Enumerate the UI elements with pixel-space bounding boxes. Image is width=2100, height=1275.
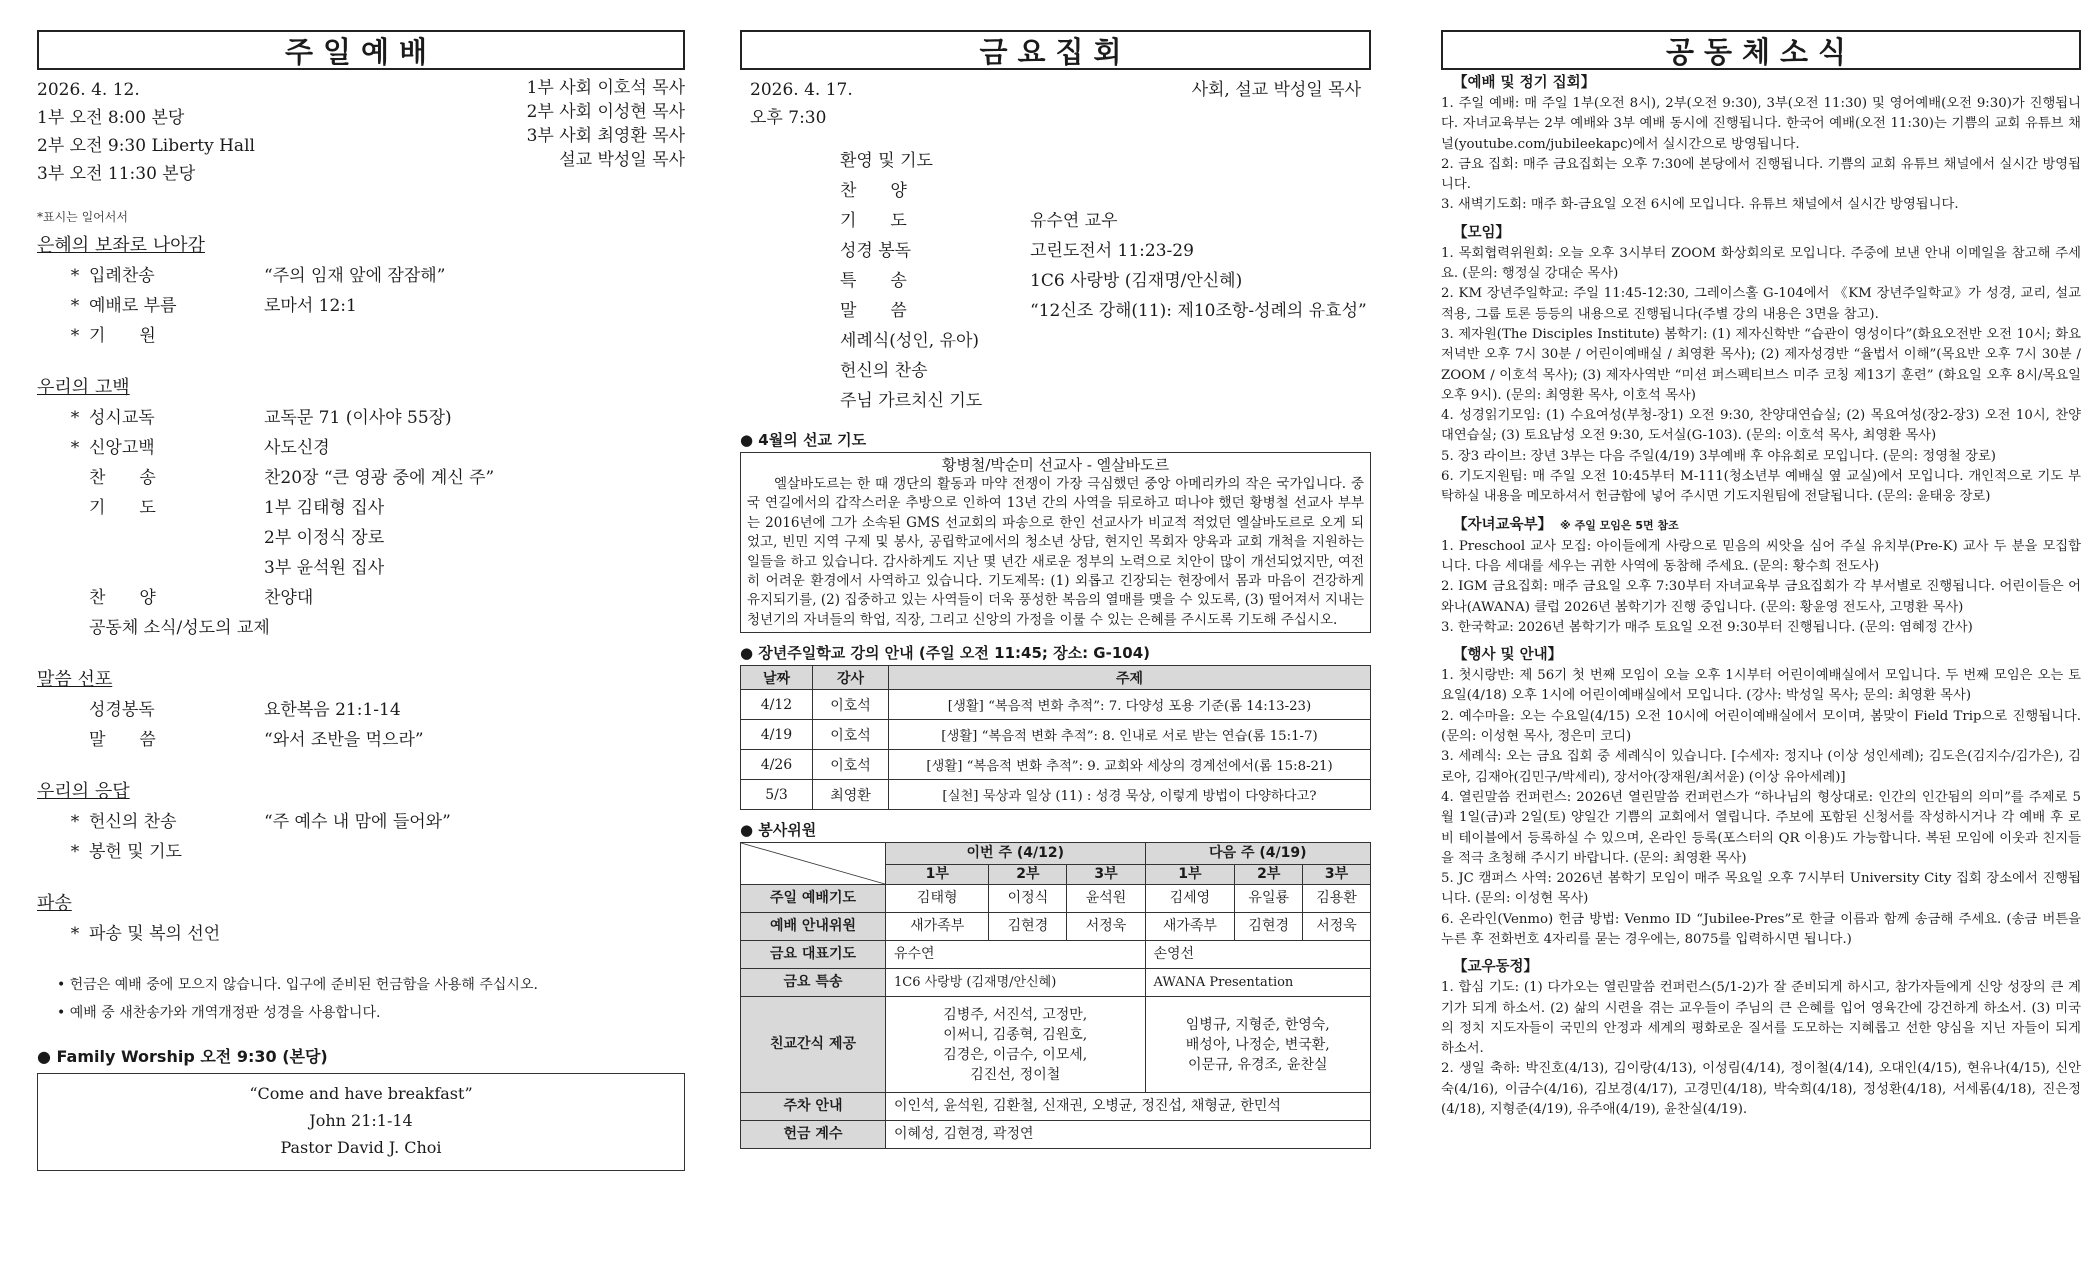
order-item xyxy=(840,296,1371,326)
standing-mark: * xyxy=(70,266,80,286)
this-week-header: 이번 주 (4/12) xyxy=(886,843,1146,865)
part-header: 1부 xyxy=(1145,865,1235,885)
notice-heading-text: 【교우동정】 xyxy=(1453,959,1539,976)
sunday-worship-column xyxy=(37,30,685,1171)
order-item xyxy=(840,236,1371,266)
friday-header xyxy=(740,76,1371,132)
order-item-value: 교독문 71 (이사야 55장) xyxy=(264,408,452,428)
order-item xyxy=(840,176,1371,206)
notice-item: 1. 주일 예배: 매 주일 1부(오전 8시), 2부(오전 9:30), 3부(오전 11:30) 및 영어예배(오전 9:30)가 진행됩니다. 자녀교육부는 2부 예배와 3부 예배 동시에 진행됩니다. 한국어 예배(오전 11:30)는 기쁨의 교회 유튜브 채널(youtube.com/jubileekapc)에서 실시간으로 방영됩니다. xyxy=(1441,96,2081,152)
notice-item: 5. JC 캠퍼스 사역: 2026년 봄학기 모임이 매주 목요일 오후 7시부터 University City 집회 장소에서 진행됩니다. (문의: 이성현 목사) xyxy=(1441,871,2081,907)
volunteers-table xyxy=(740,842,1371,1149)
row-label: 헌금 계수 xyxy=(741,1121,886,1149)
order-item-label: 헌신의 찬송 xyxy=(840,361,928,381)
sunday-header xyxy=(37,76,685,188)
notice-item: 3. 새벽기도회: 매주 화-금요일 오전 6시에 모입니다. 유튜브 채널에서 실시간 방영됩니다. xyxy=(1441,197,1959,213)
order-item-value: “주의 임재 앞에 잠잠해” xyxy=(264,266,446,286)
volunteer-cell: 김현경 xyxy=(989,913,1067,941)
notice-item: 4. 성경읽기모임: (1) 수요여성(부청-장1) 오전 9:30, 찬양대연습실; (2) 목요여성(장2-장3) 오전 10시, 찬양대연습실; (3) 토요남성 오전 9:30, 도서실(G-103). (문의: 이호석 목사, 최영환 목사) xyxy=(1441,408,2081,444)
sunday-leaders xyxy=(527,76,685,188)
notice-item: 1. Preschool 교사 모집: 아이들에게 사랑으로 믿음의 씨앗을 심어 주실 유치부(Pre-K) 교사 두 분을 모집합니다. 다음 세대를 세우는 귀한 사역에 동참해 주세요. (문의: 황수희 전도사) xyxy=(1441,538,2081,574)
notice-item: 1. 합심 기도: (1) 다가오는 열린말씀 컨퍼런스(5/1-2)가 잘 준비되게 하시고, 참가자들에게 신앙 성장의 큰 계기가 되게 하소서. (2) 삶의 시련을 겪는 교우들이 주님의 큰 은혜를 입어 영육간에 강건하게 하소서. (3) 미국의 정치 지도자들이 국민의 안정과 세계의 평화로운 질서를 도모하는 지혜롭고 선한 양심을 지닌 자들이 되게 하소서. xyxy=(1441,980,2081,1057)
standing-mark xyxy=(37,553,89,583)
order-item-value xyxy=(270,613,685,643)
volunteer-cell: 김태형 xyxy=(886,885,989,913)
friday-gathering-column xyxy=(740,30,1371,1149)
notice-item: 1. 목회협력위원회: 오늘 오후 3시부터 ZOOM 화상회의로 모입니다. 주중에 보낸 안내 이메일을 참고해 주세요. (문의: 행정실 강대순 목사) xyxy=(1441,245,2081,282)
section-heading: 파송 xyxy=(37,893,72,914)
leader-line: 1부 사회 이호석 목사 xyxy=(526,78,685,98)
mission-heading: ● 4월의 선교 기도 xyxy=(740,431,867,449)
order-item-label: 말 씀 xyxy=(89,730,156,750)
friday-time: 오후 7:30 xyxy=(750,108,827,128)
notice-item: 1. 첫시랑반: 제 56기 첫 번째 모임이 오늘 오후 1시부터 어린이예배실에서 모입니다. 두 번째 모임은 오는 토요일(4/18) 오후 1시에 어린이예배실에서 모입니다. (강사: 박성일 목사; 문의: 최영환 목사) xyxy=(1441,668,2081,704)
order-item-label: 찬 양 xyxy=(89,588,156,608)
order-item-value: 찬양대 xyxy=(264,588,314,608)
standing-mark: * xyxy=(70,296,80,316)
order-item-label: 환영 및 기도 xyxy=(840,151,933,171)
order-item-value xyxy=(1030,176,1371,206)
notice-section xyxy=(1441,222,2081,508)
order-item-label: 세례식(성인, 유아) xyxy=(840,331,980,351)
standing-mark xyxy=(37,725,89,755)
friday-special-row xyxy=(741,969,1371,997)
lecture-cell: [생활] “복음적 변화 추적”: 7. 다양성 포용 기준(롬 14:13-23) xyxy=(889,690,1371,720)
note-bullet: • 헌금은 예배 중에 모으지 않습니다. 입구에 준비된 헌금함을 사용해 주십시오. xyxy=(57,977,538,993)
row-label: 금요 대표기도 xyxy=(741,941,886,969)
order-item xyxy=(37,613,685,643)
order-item-label xyxy=(89,553,264,583)
service-time: 1부 오전 8:00 본당 xyxy=(37,108,185,128)
order-item xyxy=(840,326,1371,356)
lecture-row xyxy=(741,780,1371,810)
lecture-cell: [생활] “복음적 변화 추적”: 9. 교회와 세상의 경계선에서(롬 15:8-21) xyxy=(889,750,1371,780)
order-item-value: “와서 조반을 먹으라” xyxy=(264,730,424,750)
order-item-label: 기 도 xyxy=(89,498,156,518)
order-item xyxy=(840,206,1371,236)
volunteer-cell: 1C6 사랑방 (김재명/안신혜) xyxy=(886,969,1146,997)
snacks-row xyxy=(741,997,1371,1093)
volunteer-cell: 서정욱 xyxy=(1067,913,1145,941)
order-item xyxy=(37,321,685,351)
order-item-label: 헌신의 찬송 xyxy=(89,812,177,832)
lecture-cell: 4/12 xyxy=(741,690,813,720)
order-item-value xyxy=(1030,146,1371,176)
order-item-label: 말 씀 xyxy=(840,301,907,321)
notice-item: 3. 한국학교: 2026년 봄학기가 매주 토요일 오전 9:30부터 진행됩니다. (문의: 염혜정 간사) xyxy=(1441,619,1973,635)
order-item xyxy=(840,266,1371,296)
note-bullet: • 예배 중 새찬송가와 개역개정판 성경을 사용합니다. xyxy=(57,1005,381,1021)
row-label: 주일 예배기도 xyxy=(741,885,886,913)
order-item xyxy=(37,291,685,321)
order-item xyxy=(37,695,685,725)
order-item-value xyxy=(264,837,685,867)
lecture-cell: 이호석 xyxy=(813,690,889,720)
notice-section xyxy=(1441,956,2081,1120)
order-item xyxy=(37,493,685,523)
lecture-row xyxy=(741,690,1371,720)
standing-mark: * xyxy=(70,924,80,944)
order-item-label: 주님 가르치신 기도 xyxy=(840,391,983,411)
order-item-value xyxy=(264,321,685,351)
part-header: 3부 xyxy=(1067,865,1145,885)
notice-item: 2. 금요 집회: 매주 금요집회는 오후 7:30에 본당에서 진행됩니다. 기쁨의 교회 유튜브 채널에서 실시간 방영됩니다. xyxy=(1441,156,2081,193)
section-heading: 말씀 선포 xyxy=(37,669,113,690)
order-item-label: 성시교독 xyxy=(89,408,155,428)
lecture-cell: 4/26 xyxy=(741,750,813,780)
notice-item: 2. IGM 금요집회: 매주 금요일 오후 7:30부터 자녀교육부 금요집회가 각 부서별로 진행됩니다. 어린이들은 어와나(AWANA) 클럽 2026년 봄학기가 진행 중입니다. (문의: 황윤영 전도사, 고명환 목사) xyxy=(1441,579,2081,615)
order-item xyxy=(37,837,685,867)
notice-heading-text: 【예배 및 정기 집회】 xyxy=(1453,75,1596,91)
order-item-label xyxy=(89,523,264,553)
volunteer-cell: 임병규, 지형준, 한영숙, 배성아, 나정순, 변국환, 이문규, 유경조, 윤찬실 xyxy=(1145,997,1371,1093)
standing-note: *표시는 일어서서 xyxy=(37,210,128,224)
friday-date: 2026. 4. 17. xyxy=(750,80,853,100)
family-worship-line: Pastor David J. Choi xyxy=(280,1138,442,1157)
lecture-cell: 4/19 xyxy=(741,720,813,750)
standing-mark: * xyxy=(70,842,80,862)
order-item-label: 특 송 xyxy=(840,271,907,291)
part-header: 2부 xyxy=(1235,865,1303,885)
order-item xyxy=(37,523,685,553)
lecture-table xyxy=(740,665,1371,810)
order-item xyxy=(37,261,685,291)
part-header: 2부 xyxy=(989,865,1067,885)
order-item xyxy=(840,356,1371,386)
lecture-cell: 5/3 xyxy=(741,780,813,810)
standing-mark xyxy=(37,583,89,613)
lecture-cell: [생활] “복음적 변화 추적”: 8. 인내로 서로 받는 연습(롬 15:1-7) xyxy=(889,720,1371,750)
friday-title: 금요집회 xyxy=(740,30,1371,70)
sunday-worship-title: 주일예배 xyxy=(37,30,685,70)
community-news-column xyxy=(1441,30,2081,1120)
section-heading: 은혜의 보좌로 나아감 xyxy=(37,235,205,256)
order-item-label: 찬 송 xyxy=(89,468,156,488)
notice-heading-text: 【자녀교육부】 xyxy=(1453,516,1553,533)
lecture-row xyxy=(741,750,1371,780)
order-item-value xyxy=(1030,326,1371,356)
lecture-header: 주제 xyxy=(889,666,1371,690)
order-item-label: 찬 양 xyxy=(840,181,907,201)
volunteer-cell: 서정욱 xyxy=(1303,913,1371,941)
standing-mark xyxy=(37,523,89,553)
order-item xyxy=(37,919,685,949)
service-time: 3부 오전 11:30 본당 xyxy=(37,164,196,184)
volunteer-cell: 이혜성, 김현경, 곽정연 xyxy=(886,1121,1371,1149)
standing-mark: * xyxy=(70,438,80,458)
order-item-value: 로마서 12:1 xyxy=(264,296,357,316)
standing-mark xyxy=(37,463,89,493)
notice-heading xyxy=(1441,514,2081,537)
family-worship-box xyxy=(37,1073,685,1171)
notice-section xyxy=(1441,514,2081,638)
notice-item: 6. 기도지원팀: 매 주일 오전 10:45부터 M-111(청소년부 예배실 옆 교실)에서 모입니다. 개인적으로 기도 부탁하실 내용을 메모하셔서 헌금함에 넣어 주시면 기도지원팀에 전달됩니다. (문의: 윤태웅 장로) xyxy=(1441,469,2081,505)
notice-heading-note: ※ 주일 모임은 5면 참조 xyxy=(1560,518,1679,532)
order-item-label: 성경 봉독 xyxy=(840,241,912,261)
order-item xyxy=(37,433,685,463)
order-item-value: 찬20장 “큰 영광 중에 계신 주” xyxy=(264,468,495,488)
order-item xyxy=(37,583,685,613)
notice-item: 4. 열린말씀 컨퍼런스: 2026년 열린말씀 컨퍼런스가 “하나님의 형상대로: 인간의 인간됨의 의미”를 주제로 5월 1일(금)과 2일(토) 양일간 기쁨의 교회에서 열립니다. 주보에 포함된 신청서를 작성하시거나 각 예배 후 로비 테이블에서 등록하실 수 있으며, 온라인 등록(포스터의 QR 이용)도 가능합니다. 복된 모임에 이웃과 친지들을 적극 초청해 주시기 바랍니다. (문의: 최영환 목사) xyxy=(1441,789,2081,866)
lecture-header: 강사 xyxy=(813,666,889,690)
standing-mark xyxy=(37,695,89,725)
leader-line: 2부 사회 이성현 목사 xyxy=(526,102,685,122)
community-news-title: 공동체소식 xyxy=(1441,30,2081,70)
row-label: 주차 안내 xyxy=(741,1093,886,1121)
volunteer-cell: 김병주, 서진석, 고정만, 이써니, 김종혁, 김원호, 김경은, 이금수, 이모세, 김진선, 정이철 xyxy=(886,997,1146,1093)
diagonal-corner xyxy=(741,843,886,885)
mission-body: 엘살바도르는 한 때 갱단의 활동과 마약 전쟁이 가장 극심했던 중앙 아메리카의 작은 국가입니다. 중국 연길에서의 갑작스러운 추방으로 인하여 13년 간의 사역을 뒤로하고 떠나야 했던 황병철 선교사 부부는 2016년에 그가 소속된 GMS 선교회의 파송으로 한인 선교사가 비교적 적었던 엘살바도르로 오게 되었고, 빈민 지역 구제 및 봉사, 공립학교에서의 청소년 상담, 현지인 목회자 양육과 교회 개척을 지원하는 일들을 하고 있습니다. 감사하게도 지난 몇 년간 새로운 정부의 노력으로 치안이 많이 개선되었지만, 여전히 어려운 환경에서 사역하고 있습니다. 기도제목: (1) 외롭고 긴장되는 현장에서 몸과 마음이 건강하게 유지되기를, (2) 집중하고 있는 사역들이 더욱 풍성한 복음의 열매를 맺을 수 있도록, (3) 떨어져서 지내는 청년기의 자녀들의 학업, 직장, 그리고 신앙의 가정을 이룰 수 있는 은혜를 주시도록 기도해 주십시오. xyxy=(747,476,1364,628)
order-item-label: 공동체 소식/성도의 교제 xyxy=(89,618,270,638)
notice-section xyxy=(1441,644,2081,950)
volunteer-cell: 유수연 xyxy=(886,941,1146,969)
order-item-value: 고린도전서 11:23-29 xyxy=(1030,241,1194,261)
offering-row xyxy=(741,1121,1371,1149)
order-item-value: “주 예수 내 맘에 들어와” xyxy=(264,812,451,832)
order-item-value: “12신조 강해(11): 제10조항-성례의 유효성” xyxy=(1030,301,1367,321)
notice-heading xyxy=(1441,956,2081,978)
order-item-label: 기 원 xyxy=(89,326,156,346)
standing-mark xyxy=(37,613,89,643)
order-item-value: 1부 김태형 집사 xyxy=(264,498,385,518)
section-heading: 우리의 고백 xyxy=(37,377,130,398)
lecture-cell: 최영환 xyxy=(813,780,889,810)
volunteer-cell: 이정식 xyxy=(989,885,1067,913)
standing-mark: * xyxy=(70,812,80,832)
standing-mark: * xyxy=(70,408,80,428)
sunday-date: 2026. 4. 12. xyxy=(37,80,140,100)
volunteer-cell: 윤석원 xyxy=(1067,885,1145,913)
family-worship-line: John 21:1-14 xyxy=(309,1111,413,1130)
standing-mark: * xyxy=(70,326,80,346)
notice-heading xyxy=(1441,222,2081,244)
order-item-label: 파송 및 복의 선언 xyxy=(89,924,221,944)
ushers-row xyxy=(741,913,1371,941)
service-time: 2부 오전 9:30 Liberty Hall xyxy=(37,136,255,156)
notice-item: 2. 생일 축하: 박진호(4/13), 김이랑(4/13), 이성림(4/14), 정이철(4/14), 오대인(4/15), 현유나(4/15), 신안숙(4/16), 이금수(4/16), 김보경(4/17), 고경민(4/18), 박숙희(4/18), 정성환(4/18), 서세롬(4/18), 진은정(4/18), 지형준(4/19), 유주애(4/19), 윤찬실(4/19). xyxy=(1441,1061,2081,1118)
mission-box xyxy=(740,452,1371,633)
family-worship-line: “Come and have breakfast” xyxy=(249,1084,473,1103)
notice-item: 5. 장3 라이브: 장년 3부는 다음 주일(4/19) 3부예배 후 야유회로 모입니다. (문의: 정영철 장로) xyxy=(1441,448,1996,464)
part-header: 1부 xyxy=(886,865,989,885)
order-item-label: 신앙고백 xyxy=(89,438,155,458)
friday-leader: 사회, 설교 박성일 목사 xyxy=(1191,80,1361,100)
order-item-label: 입례찬송 xyxy=(89,266,155,286)
next-week-header: 다음 주 (4/19) xyxy=(1145,843,1371,865)
section-heading: 우리의 응답 xyxy=(37,781,130,802)
parking-row xyxy=(741,1093,1371,1121)
order-item-value xyxy=(1030,386,1371,416)
lecture-row xyxy=(741,720,1371,750)
order-item-value: 1C6 사랑방 (김재명/안신혜) xyxy=(1030,271,1243,291)
order-of-worship xyxy=(37,231,685,949)
volunteer-cell: 유일룡 xyxy=(1235,885,1303,913)
volunteer-cell: 손영선 xyxy=(1145,941,1371,969)
order-item-value: 요한복음 21:1-14 xyxy=(264,700,401,720)
row-label: 친교간식 제공 xyxy=(741,997,886,1093)
notice-list xyxy=(1441,72,2081,1120)
notice-heading xyxy=(1441,72,2081,94)
family-worship-heading: ● Family Worship 오전 9:30 (본당) xyxy=(37,1047,328,1066)
volunteer-cell: 새가족부 xyxy=(886,913,989,941)
volunteer-cell: 김용환 xyxy=(1303,885,1371,913)
volunteer-cell: 김현경 xyxy=(1235,913,1303,941)
volunteer-cell: 이인석, 윤석원, 김환철, 신재권, 오병균, 정진섭, 채형균, 한민석 xyxy=(886,1093,1371,1121)
part-header: 3부 xyxy=(1303,865,1371,885)
sunday-times xyxy=(37,76,255,188)
order-item-label: 성경봉독 xyxy=(89,700,155,720)
notice-item: 2. 예수마을: 오는 수요일(4/15) 오전 10시에 어린이예배실에서 모이며, 봄맞이 Field Trip으로 진행됩니다. (문의: 이성현 목사, 정은미 코디) xyxy=(1441,708,2081,745)
order-item-value: 2부 이정식 장로 xyxy=(264,528,385,548)
volunteer-cell: AWANA Presentation xyxy=(1145,969,1371,997)
lecture-cell: [실천] 묵상과 일상 (11) : 성경 묵상, 이렇게 방법이 다양하다고? xyxy=(889,780,1371,810)
order-item-label: 기 도 xyxy=(840,211,907,231)
notice-item: 2. KM 장년주일학교: 주일 11:45-12:30, 그레이스홀 G-104에서 《KM 장년주일학교》가 성경, 교리, 설교 적용, 그룹 토론 등등의 내용으로 진행됩니다(주별 강의 내용은 3면을 참고). xyxy=(1441,286,2081,322)
order-item-value: 유수연 교우 xyxy=(1030,211,1118,231)
lecture-heading: ● 장년주일학교 강의 안내 (주일 오전 11:45; 장소: G-104) xyxy=(740,644,1151,663)
order-item xyxy=(37,553,685,583)
order-item-value xyxy=(1030,356,1371,386)
order-item xyxy=(37,807,685,837)
worship-prayer-row xyxy=(741,885,1371,913)
notice-section xyxy=(1441,72,2081,216)
leader-line: 3부 사회 최영환 목사 xyxy=(526,126,685,146)
sunday-notes xyxy=(37,971,685,1027)
friday-prayer-row xyxy=(741,941,1371,969)
volunteer-cell: 김세영 xyxy=(1145,885,1235,913)
notice-heading-text: 【모임】 xyxy=(1453,224,1511,241)
lecture-header: 날짜 xyxy=(741,666,813,690)
row-label: 예배 안내위원 xyxy=(741,913,886,941)
order-item xyxy=(840,146,1371,176)
lecture-cell: 이호석 xyxy=(813,750,889,780)
lecture-cell: 이호석 xyxy=(813,720,889,750)
order-item-value xyxy=(264,919,685,949)
order-item-value: 3부 윤석원 집사 xyxy=(264,558,385,578)
notice-item: 6. 온라인(Venmo) 헌금 방법: Venmo ID “Jubilee-Pres”로 한글 이름과 함께 송금해 주세요. (송금 버튼을 누른 후 전화번호 4자리를 묻는 경우에는, 8075를 입력하시면 됩니다.) xyxy=(1441,911,2081,947)
order-item-label: 예배로 부름 xyxy=(89,296,177,316)
notice-item: 3. 세례식: 오는 금요 집회 중 세례식이 있습니다. [수세자: 정지나 (이상 성인세례); 김도은(김지수/김가은), 김로아, 김재아(김민구/박세리), 장서아(장재원/최서윤) (이상 유아세례)] xyxy=(1441,749,2081,785)
order-item-label: 봉헌 및 기도 xyxy=(89,842,182,862)
volunteer-cell: 새가족부 xyxy=(1145,913,1235,941)
order-item xyxy=(37,463,685,493)
order-item-value: 사도신경 xyxy=(264,438,330,458)
row-label: 금요 특송 xyxy=(741,969,886,997)
order-item xyxy=(37,403,685,433)
order-item xyxy=(37,725,685,755)
notice-heading-text: 【행사 및 안내】 xyxy=(1453,647,1563,664)
notice-heading xyxy=(1441,644,2081,666)
standing-mark xyxy=(37,493,89,523)
leader-line: 설교 박성일 목사 xyxy=(559,150,685,170)
friday-order xyxy=(840,146,1371,416)
order-item xyxy=(840,386,1371,416)
mission-subtitle: 황병철/박순미 선교사 - 엘살바도르 xyxy=(941,456,1170,474)
volunteers-heading: ● 봉사위원 xyxy=(740,821,817,840)
notice-item: 3. 제자원(The Disciples Institute) 봄학기: (1) 제자신학반 “습관이 영성이다”(화요오전반 오전 10시; 화요저녁반 오후 7시 30분 / 어린이예배실 / 최영환 목사); (2) 제자성경반 “율법서 이해”(목요반 오후 7시 30분 / ZOOM / 이호석 목사); (3) 제자사역반 “미션 퍼스펙티브스 미주 코칭 제13기 훈련” (화요일 오후 8시/목요일 오후 9시). (문의: 최영환 목사, 이호석 목사) xyxy=(1441,326,2081,403)
